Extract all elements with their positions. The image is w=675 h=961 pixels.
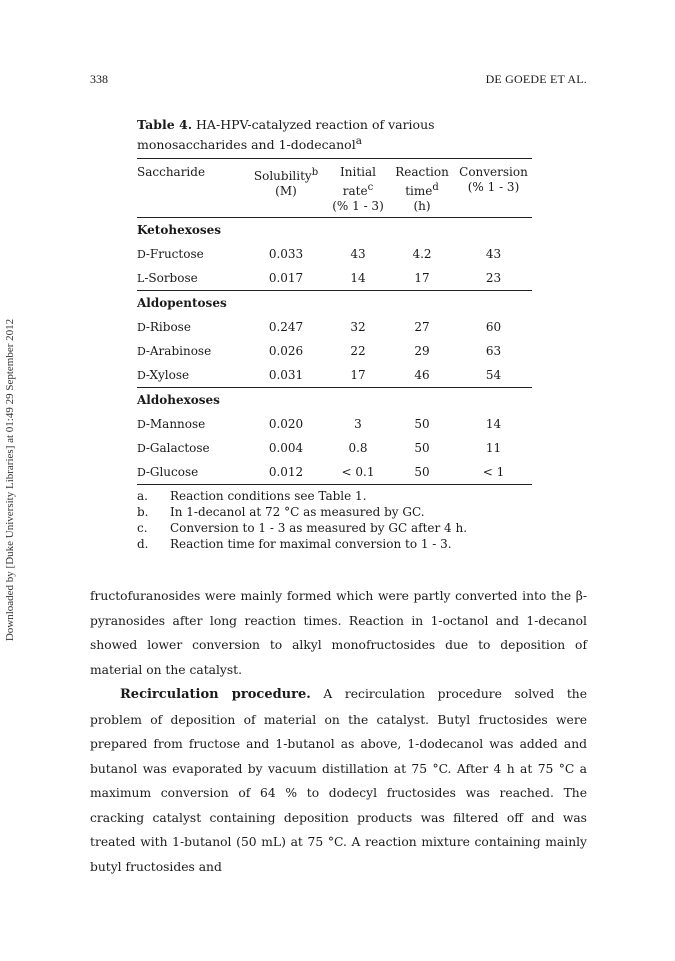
page-number: 338: [90, 72, 108, 86]
run-in-heading: Recirculation procedure.: [120, 687, 311, 702]
footnote: c. Conversion to 1 - 3 as measured by GC after 4 h.: [137, 521, 468, 535]
footnote: d. Reaction time for maximal conversion to 1 - 3.: [137, 537, 452, 551]
table-caption: [137, 116, 537, 153]
col-header-solubility: Solubility$^b$ (M): [253, 167, 319, 198]
table-footnotes: [137, 488, 557, 552]
table-title-note: a: [355, 135, 362, 147]
table-title: HA-HPV-catalyzed reaction of various monosaccharides and 1-dodecanol: [137, 117, 435, 153]
body-text: [90, 584, 587, 879]
col-header-conversion: Conversion (% 1 - 3): [459, 165, 528, 194]
download-watermark: [2, 270, 18, 690]
download-watermark-text: Downloaded by [Duke University Libraries] at 01:49 29 September 2012: [4, 318, 16, 642]
table-row: D-Glucose 0.012 < 0.1 50 < 1: [137, 460, 532, 485]
group-row-aldopentoses: Aldopentoses: [137, 296, 227, 310]
col-header-reaction-time: Reaction time$^d$ (h): [395, 165, 449, 213]
table-label: Table 4.: [137, 117, 193, 132]
paragraph: fructofuranosides were mainly formed which were partly converted into the β-pyranosides after long reaction times. Reaction in 1-octanol and 1-decanol showed lower conversion to alkyl monofructosides due to deposition of material on the catalyst.: [90, 589, 587, 677]
paragraph: Recirculation procedure. A recirculation procedure solved the problem of deposition of material on the catalyst. Butyl fructosides were prepared from fructose and 1-butanol as above, 1-dodecanol was added and butanol was evaporated by vacuum distillation at 75 °C. After 4 h at 75 °C a maximum conversion of 64 % to dodecyl fructosides was reached. The cracking catalyst containing deposition products was filtered off and was treated with 1-butanol (50 mL) at 75 °C. A reaction mixture containing mainly butyl fructosides and: [90, 687, 587, 874]
footnote: b. In 1-decanol at 72 °C as measured by GC.: [137, 505, 425, 519]
table-row: D-Galactose 0.004 0.8 50 11: [137, 441, 502, 455]
table-row: D-Xylose 0.031 17 46 54: [137, 363, 532, 388]
footnote: a. Reaction conditions see Table 1.: [137, 489, 367, 503]
table-row: D-Arabinose 0.026 22 29 63: [137, 344, 502, 358]
running-head: DE GOEDE ET AL.: [485, 72, 587, 86]
table-row: D-Mannose 0.020 3 50 14: [137, 417, 502, 431]
table-row: L-Sorbose 0.017 14 17 23: [137, 266, 532, 291]
group-row-aldohexoses: Aldohexoses: [137, 393, 220, 407]
group-row-ketohexoses: Ketohexoses: [137, 223, 222, 237]
col-header-saccharide: Saccharide: [137, 165, 206, 179]
col-header-initial-rate: Initial rate$^c$ (% 1 - 3): [332, 165, 384, 213]
table-header-row: [137, 159, 532, 218]
table-row: D-Ribose 0.247 32 27 60: [137, 320, 502, 334]
table-row: D-Fructose 0.033 43 4.2 43: [137, 247, 502, 261]
results-table: [137, 158, 532, 485]
